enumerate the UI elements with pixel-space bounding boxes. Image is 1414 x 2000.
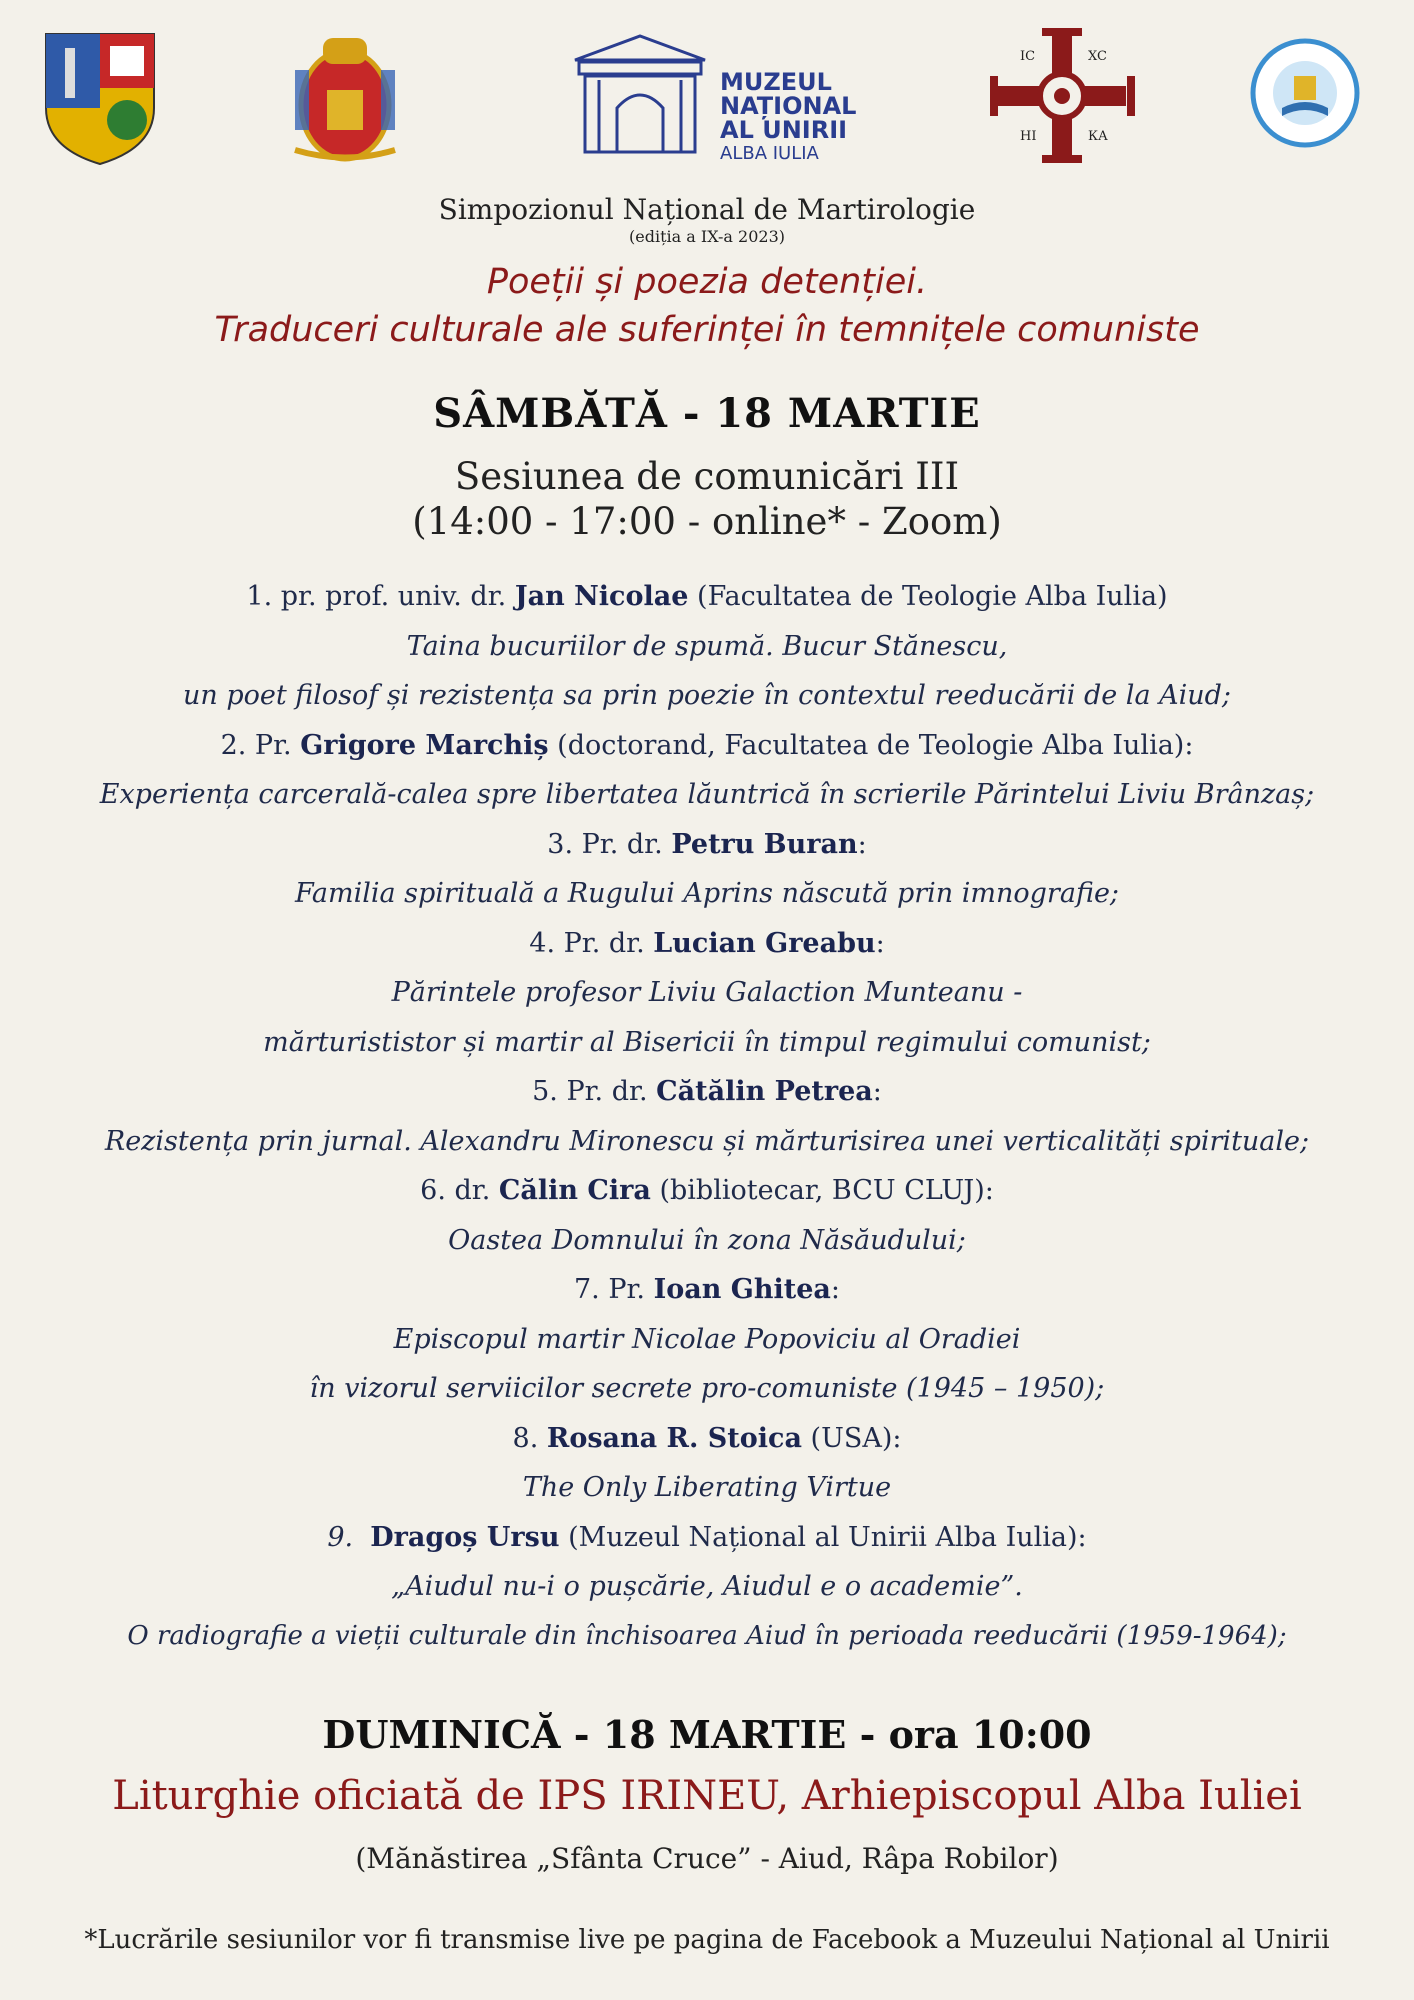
session-title: Sesiunea de comunicări III: [454, 455, 960, 498]
talk-title: Taina bucuriilor de spumă. Bucur Stănescu,: [406, 630, 1008, 662]
orthodox-cross-icon: [990, 28, 1135, 163]
cross-letter-ka: КА: [1088, 129, 1108, 144]
liturgy-announcement: Liturghie oficiată de IPS IRINEU, Arhiepiscopul Alba Iuliei: [112, 1773, 1302, 1819]
theme-line-2: Traduceri culturale ale suferinței în temnițele comuniste: [214, 310, 1200, 350]
speaker-name: Călin Cira: [498, 1175, 651, 1206]
speaker-line: 2. Pr. Grigore Marchiș (doctorand, Facultatea de Teologie Alba Iulia):: [220, 729, 1194, 761]
talk-title: Episcopul martir Nicolae Popoviciu al Oradiei: [393, 1323, 1021, 1355]
talk-title: Părintele profesor Liviu Galaction Munteanu -: [391, 977, 1023, 1008]
speaker-line: 4. Pr. dr. Lucian Greabu:: [529, 927, 885, 959]
museum-building-logo-icon: [565, 30, 715, 160]
speaker-line: 3. Pr. dr. Petru Buran:: [547, 828, 867, 860]
speaker-line: 7. Pr. Ioan Ghitea:: [573, 1274, 840, 1305]
liturgy-place: (Mănăstirea „Sfânta Cruce” - Aiud, Râpa Robilor): [355, 1842, 1059, 1875]
talk-title: un poet filosof și rezistența sa prin poezie în contextul reeducării de la Aiud;: [182, 680, 1232, 711]
broadcast-footnote: *Lucrările sesiunilor vor fi transmise live pe pagina de Facebook a Muzeului Național al Unirii: [84, 1925, 1330, 1955]
talk-title: Experiența carcerală-calea spre libertatea lăuntrică în scrierile Părintelui Liviu Brânzaș;: [99, 779, 1315, 810]
talk-title: în vizorul serviicilor secrete pro-comuniste (1945 – 1950);: [309, 1373, 1105, 1404]
speaker-line: 6. dr. Călin Cira (bibliotecar, BCU CLUJ):: [420, 1175, 994, 1206]
sunday-heading: DUMINICĂ - 18 MARTIE - ora 10:00: [322, 1712, 1092, 1757]
talk-title: Oastea Domnului în zona Năsăudului;: [448, 1224, 966, 1256]
speaker-line: 5. Pr. dr. Cătălin Petrea:: [532, 1076, 882, 1107]
speaker-name: Lucian Greabu: [653, 927, 876, 959]
school-inspectorate-logo-icon: [1250, 38, 1360, 148]
museum-name-line3: AL UNIRII: [720, 116, 848, 144]
talk-title: Rezistența prin jurnal. Alexandru Mironescu și mărturisirea unei verticalități spirituale;: [104, 1125, 1310, 1157]
speaker-name: Rosana R. Stoica: [546, 1422, 802, 1454]
cross-letter-ni: НІ: [1020, 129, 1037, 144]
archdiocese-coat-of-arms-icon: [275, 30, 415, 165]
cross-letter-ic: IC: [1020, 49, 1036, 64]
program-list: [0, 572, 1414, 1661]
talk-title: mărturististor și martir al Bisericii în timpul regimului comunist;: [263, 1026, 1151, 1058]
speaker-line: 1. pr. prof. univ. dr. Jan Nicolae (Facultatea de Teologie Alba Iulia): [246, 581, 1168, 612]
symposium-edition: (ediția a IX-a 2023): [629, 227, 785, 246]
museum-name-line1: MUZEUL: [720, 68, 832, 96]
cross-letter-xc: XC: [1088, 49, 1107, 64]
talk-title: „Aiudul nu-i o pușcărie, Aiudul e o academie”.: [391, 1571, 1023, 1602]
session-time: (14:00 - 17:00 - online* - Zoom): [412, 500, 1002, 543]
alba-county-coat-of-arms-icon: [40, 28, 160, 168]
museum-name-line2: NAȚIONAL: [720, 92, 857, 120]
theme-line-1: Poeții și poezia detenției.: [486, 262, 928, 302]
saturday-heading: SÂMBĂTĂ - 18 MARTIE: [433, 390, 981, 437]
talk-title: The Only Liberating Virtue: [522, 1472, 892, 1503]
talk-title: Familia spirituală a Rugului Aprins născută prin imnografie;: [294, 878, 1120, 909]
talk-title: O radiografie a vieții culturale din închisoarea Aiud în perioada reeducării (1959-1964);: [127, 1620, 1287, 1651]
speaker-line: 8. Rosana R. Stoica (USA):: [512, 1422, 902, 1454]
museum-name: [720, 70, 856, 166]
museum-city: ALBA IULIA: [720, 143, 819, 164]
speaker-line: 9. Dragoș Ursu (Muzeul Național al Unirii Alba Iulia):: [327, 1521, 1087, 1553]
speaker-name: Dragoș Ursu: [370, 1521, 560, 1553]
speaker-name: Jan Nicolae: [514, 581, 689, 612]
speaker-name: Petru Buran: [671, 828, 858, 860]
speaker-name: Ioan Ghitea: [653, 1274, 831, 1305]
symposium-title: Simpozionul Național de Martirologie: [438, 193, 976, 226]
speaker-name: Cătălin Petrea: [656, 1076, 873, 1107]
speaker-name: Grigore Marchiș: [300, 729, 549, 761]
